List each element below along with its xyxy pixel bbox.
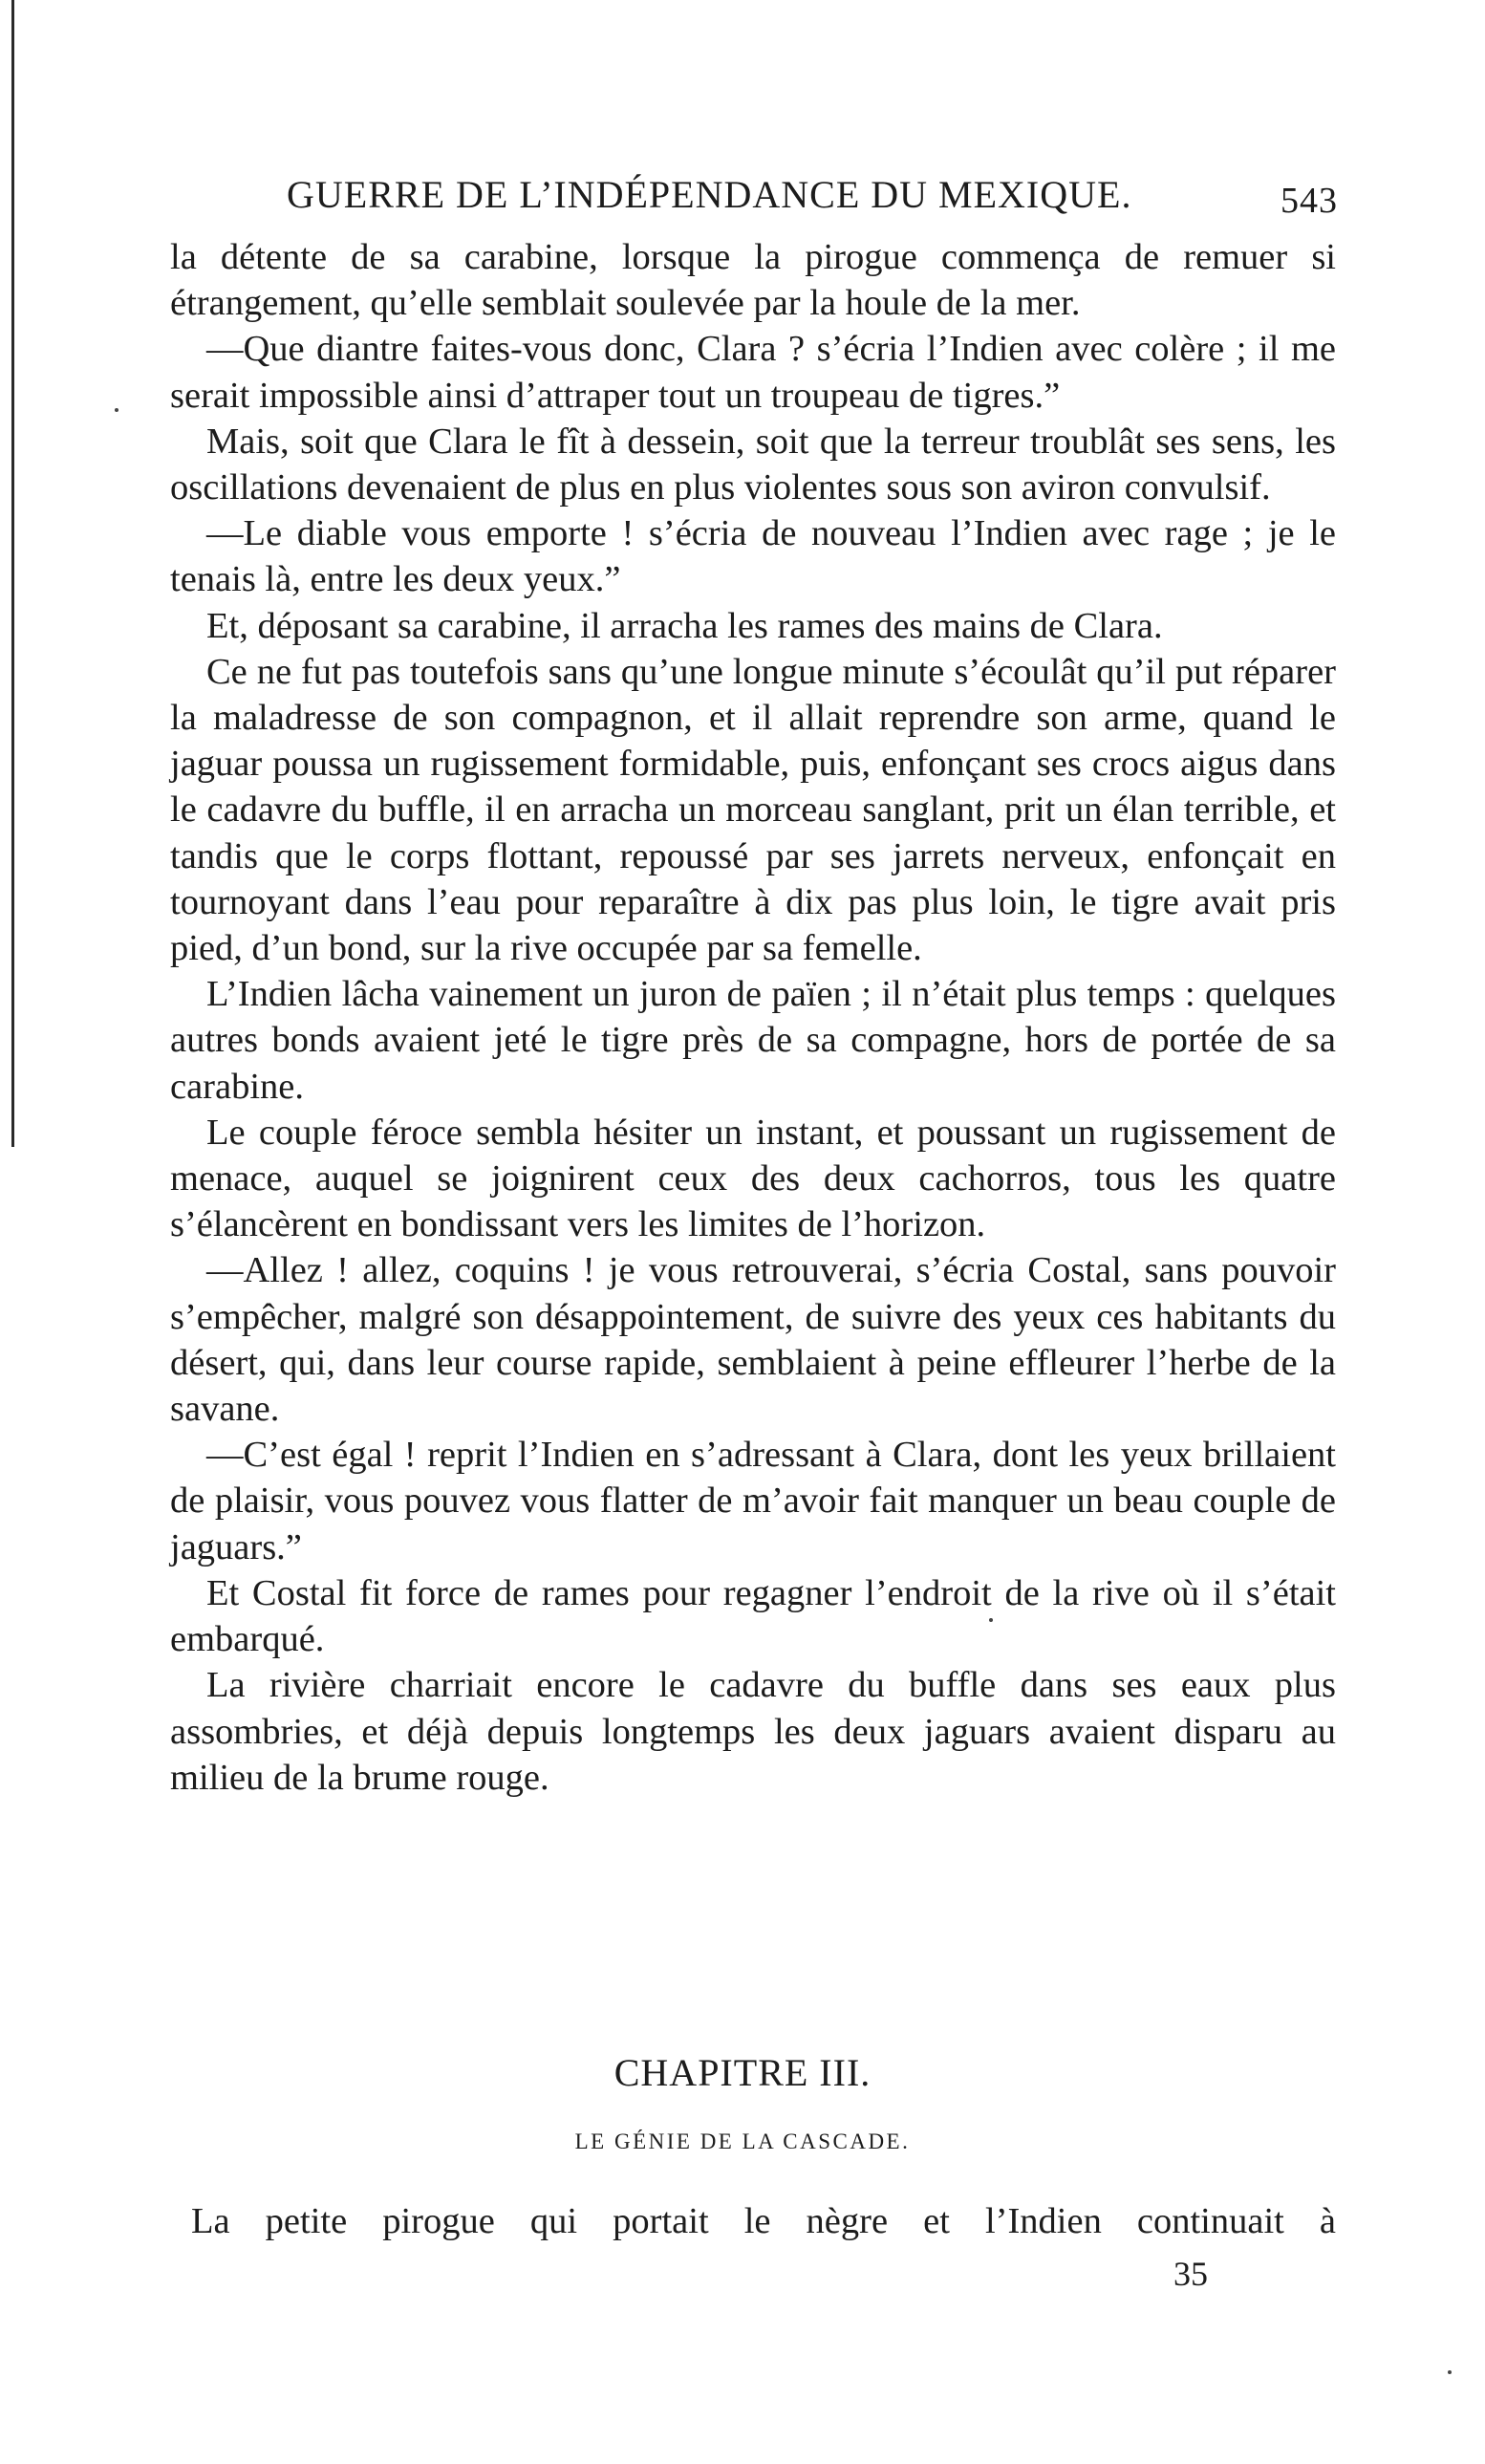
paragraph: Et Costal fit force de rames pour regagner l’endroit de la rive où il s’était embarqué. <box>170 1572 1336 1660</box>
running-title: GUERRE DE L’INDÉPENDANCE DU MEXIQUE. <box>287 173 1132 216</box>
paragraph: Le couple féroce sembla hésiter un instant, et poussant un rugissement de menace, auquel se joignirent ceux des deux cachorros, tous les quatre s’élancèrent en bondissant vers les limites de l’horizon. <box>170 1112 1336 1245</box>
paper-speck <box>115 408 118 412</box>
signature-mark: 35 <box>1173 2255 1208 2293</box>
chapter-first-line: La petite pirogue qui portait le nègre et l’Indien continuait à <box>191 2201 1336 2241</box>
chapter-title: CHAPITRE III. <box>613 2051 872 2094</box>
body-text <box>170 234 1336 1801</box>
paragraph: —Que diantre faites-vous donc, Clara ? s’écria l’Indien avec colère ; il me serait impossible ainsi d’attraper tout un troupeau de tigres.” <box>170 329 1336 416</box>
paragraph: —Le diable vous emporte ! s’écria de nouveau l’Indien avec rage ; je le tenais là, entre les deux yeux.” <box>170 513 1336 600</box>
paragraph: L’Indien lâcha vainement un juron de païen ; il n’était plus temps : quelques autres bonds avaient jeté le tigre près de sa compagne, hors de portée de sa carabine. <box>170 974 1336 1107</box>
paragraph: La rivière charriait encore le cadavre du buffle dans ses eaux plus assombries, et déjà depuis longtemps les deux jaguars avaient disparu au milieu de la brume rouge. <box>170 1665 1336 1798</box>
paragraph: —Allez ! allez, coquins ! je vous retrouverai, s’écria Costal, sans pouvoir s’empêcher, malgré son désappointement, de suivre des yeux ces habitants du désert, qui, dans leur course rapide, semblaient à peine effleurer l’herbe de la savane. <box>170 1250 1336 1430</box>
paragraph: —C’est égal ! reprit l’Indien en s’adressant à Clara, dont les yeux brillaient de plaisir, vous pouvez vous flatter de m’avoir fait manquer un beau couple de jaguars.” <box>170 1435 1336 1567</box>
paragraph: la détente de sa carabine, lorsque la pirogue commença de remuer si étrangement, qu’elle semblait soulevée par la houle de la mer. <box>170 237 1336 324</box>
paper-speck <box>989 1618 993 1622</box>
page-edge-rule <box>11 0 14 1147</box>
paragraph: Mais, soit que Clara le fît à dessein, soit que la terreur troublât ses sens, les oscillations devenaient de plus en plus violentes sous son aviron convulsif. <box>170 421 1336 508</box>
paragraph: Ce ne fut pas toutefois sans qu’une longue minute s’écoulât qu’il put réparer la maladresse de son compagnon, et il allait reprendre son arme, quand le jaguar poussa un rugissement formidable, puis, enfonçant ses crocs aigus dans le cadavre du buffle, il en arracha un morceau sanglant, prit un élan terrible, et tandis que le corps flottant, repoussé par ses jarrets nerveux, enfonçait en tournoyant dans l’eau pour reparaître à dix pas plus loin, le tigre avait pris pied, d’un bond, sur la rive occupée par sa femelle. <box>170 651 1336 969</box>
paragraph: Et, déposant sa carabine, il arracha les rames des mains de Clara. <box>206 605 1163 646</box>
paper-speck <box>1448 2370 1452 2374</box>
page-number: 543 <box>1281 181 1338 221</box>
chapter-subtitle: LE GÉNIE DE LA CASCADE. <box>574 2129 911 2153</box>
